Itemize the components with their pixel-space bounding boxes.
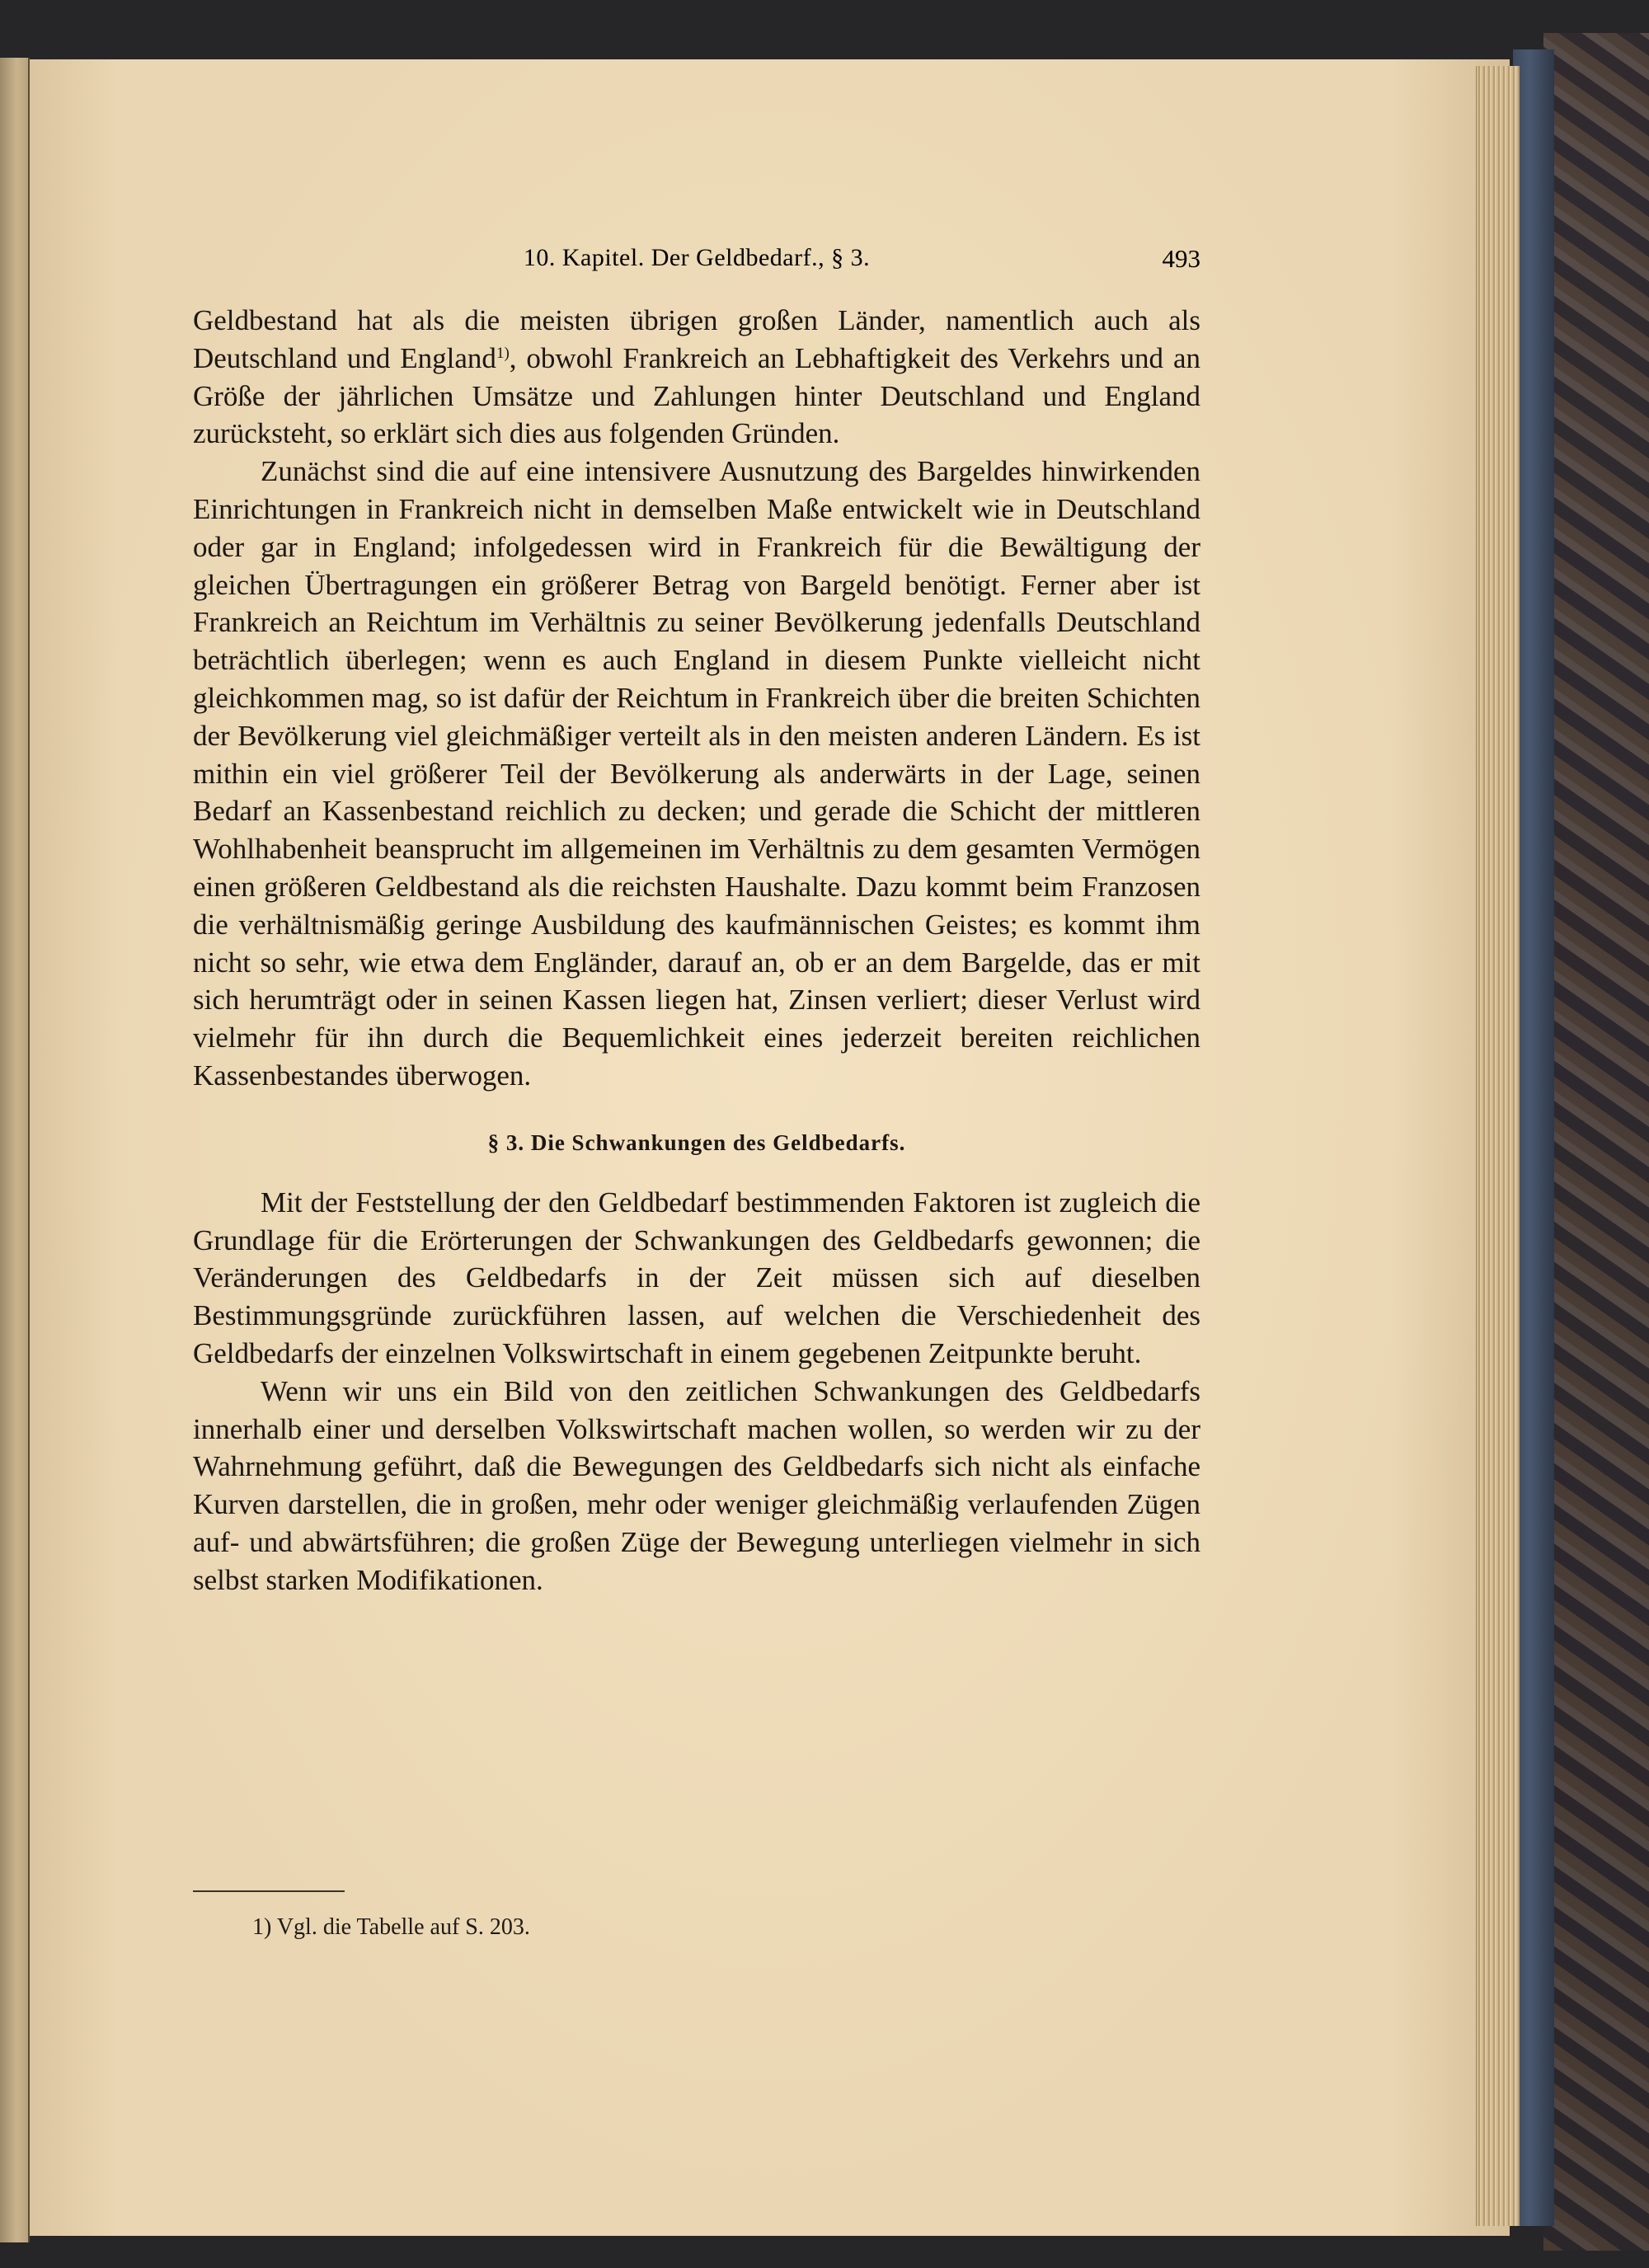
section-paragraph-1: Mit der Feststellung der den Geldbedarf bestimmenden Faktoren ist zugleich die Grundlage für die Erörterungen der Schwankungen des Geldbedarfs gewonnen; die Veränderungen des Geldbedarfs in der Zeit müssen sich auf dieselben Bestimmungsgründe zurückführen lassen, auf welchen die Verschiedenheit des Geldbedarfs der einzelnen Volkswirtschaft in einem gegebenen Zeitpunkte beruht. <box>193 1186 1200 1369</box>
book-cover-edge <box>1543 33 1649 2251</box>
footnote-rule <box>193 1890 345 1892</box>
paragraph-1 <box>193 302 1200 453</box>
footnote: 1) Vgl. die Tabelle auf S. 203. <box>252 1914 530 1940</box>
facing-page-edge <box>0 58 30 2242</box>
body-text <box>193 302 1200 1599</box>
page-number: 493 <box>1162 244 1200 273</box>
paragraph-2: Zunächst sind die auf eine intensivere Ausnutzung des Bargeldes hinwirkenden Einrichtungen in Frankreich nicht in demselben Maße entwickelt wie in Deutschland oder gar in England; infolgedessen wird in Frankreich für die Bewältigung der gleichen Übertragungen ein größerer Betrag von Bargeld benötigt. Ferner aber ist Frankreich an Reichtum im Verhältnis zu seiner Bevölkerung jedenfalls Deutschland beträchtlich überlegen; wenn es auch England in diesem Punkte vielleicht nicht gleichkommen mag, so ist dafür der Reichtum in Frankreich über die breiten Schichten der Bevölkerung viel gleichmäßiger verteilt als in den meisten anderen Ländern. Es ist mithin ein viel größerer Teil der Bevölkerung als anderwärts in der Lage, seinen Bedarf an Kassenbestand reichlich zu decken; und gerade die Schicht der mittleren Wohlhabenheit beansprucht im allgemeinen im Verhältnis zu dem gesamten Vermögen einen größeren Geldbestand als die reichsten Haushalte. Dazu kommt beim Franzosen die verhältnismäßig geringe Ausbildung des kaufmännischen Geistes; es kommt ihm nicht so sehr, wie etwa dem Engländer, darauf an, ob er an dem Bargelde, das er mit sich herumträgt oder in seinen Kassen liegen hat, Zinsen verliert; dieser Verlust wird vielmehr für ihn durch die Bequemlichkeit eines jederzeit bereiten reichlichen Kassenbestandes überwogen. <box>193 455 1200 1092</box>
footnote-marker: 1) <box>496 344 510 362</box>
section-heading: § 3. Die Schwankungen des Geldbedarfs. <box>487 1129 906 1155</box>
section-paragraph-2: Wenn wir uns ein Bild von den zeitlichen Schwankungen des Geldbedarfs innerhalb einer und derselben Volkswirtschaft machen wollen, so werden wir zu der Wahrnehmung geführt, daß die Bewegungen des Geldbedarfs sich nicht als einfache Kurven darstellen, die in großen, mehr oder weniger gleichmäßig verlaufenden Zügen auf- und abwärtsführen; die großen Züge der Bewegung unterliegen vielmehr in sich selbst starken Modifikationen. <box>193 1374 1200 1596</box>
running-head <box>193 244 1200 282</box>
paragraph-1-text-b: , obwohl Frankreich an Lebhaftigkeit des Verkehrs und an Größe der jährlichen Umsätze und Zahlungen hinter Deutschland und England zurücksteht, so erklärt sich dies aus folgenden Gründen. <box>193 341 1200 450</box>
running-head-title: 10. Kapitel. Der Geldbedarf., § 3. <box>523 244 871 271</box>
paragraph-1-text-a: Geldbestand hat als die meisten übrigen großen Länder, namentlich auch als Deutschland und England <box>193 304 1200 374</box>
page-stack-edges <box>1476 66 1520 2226</box>
